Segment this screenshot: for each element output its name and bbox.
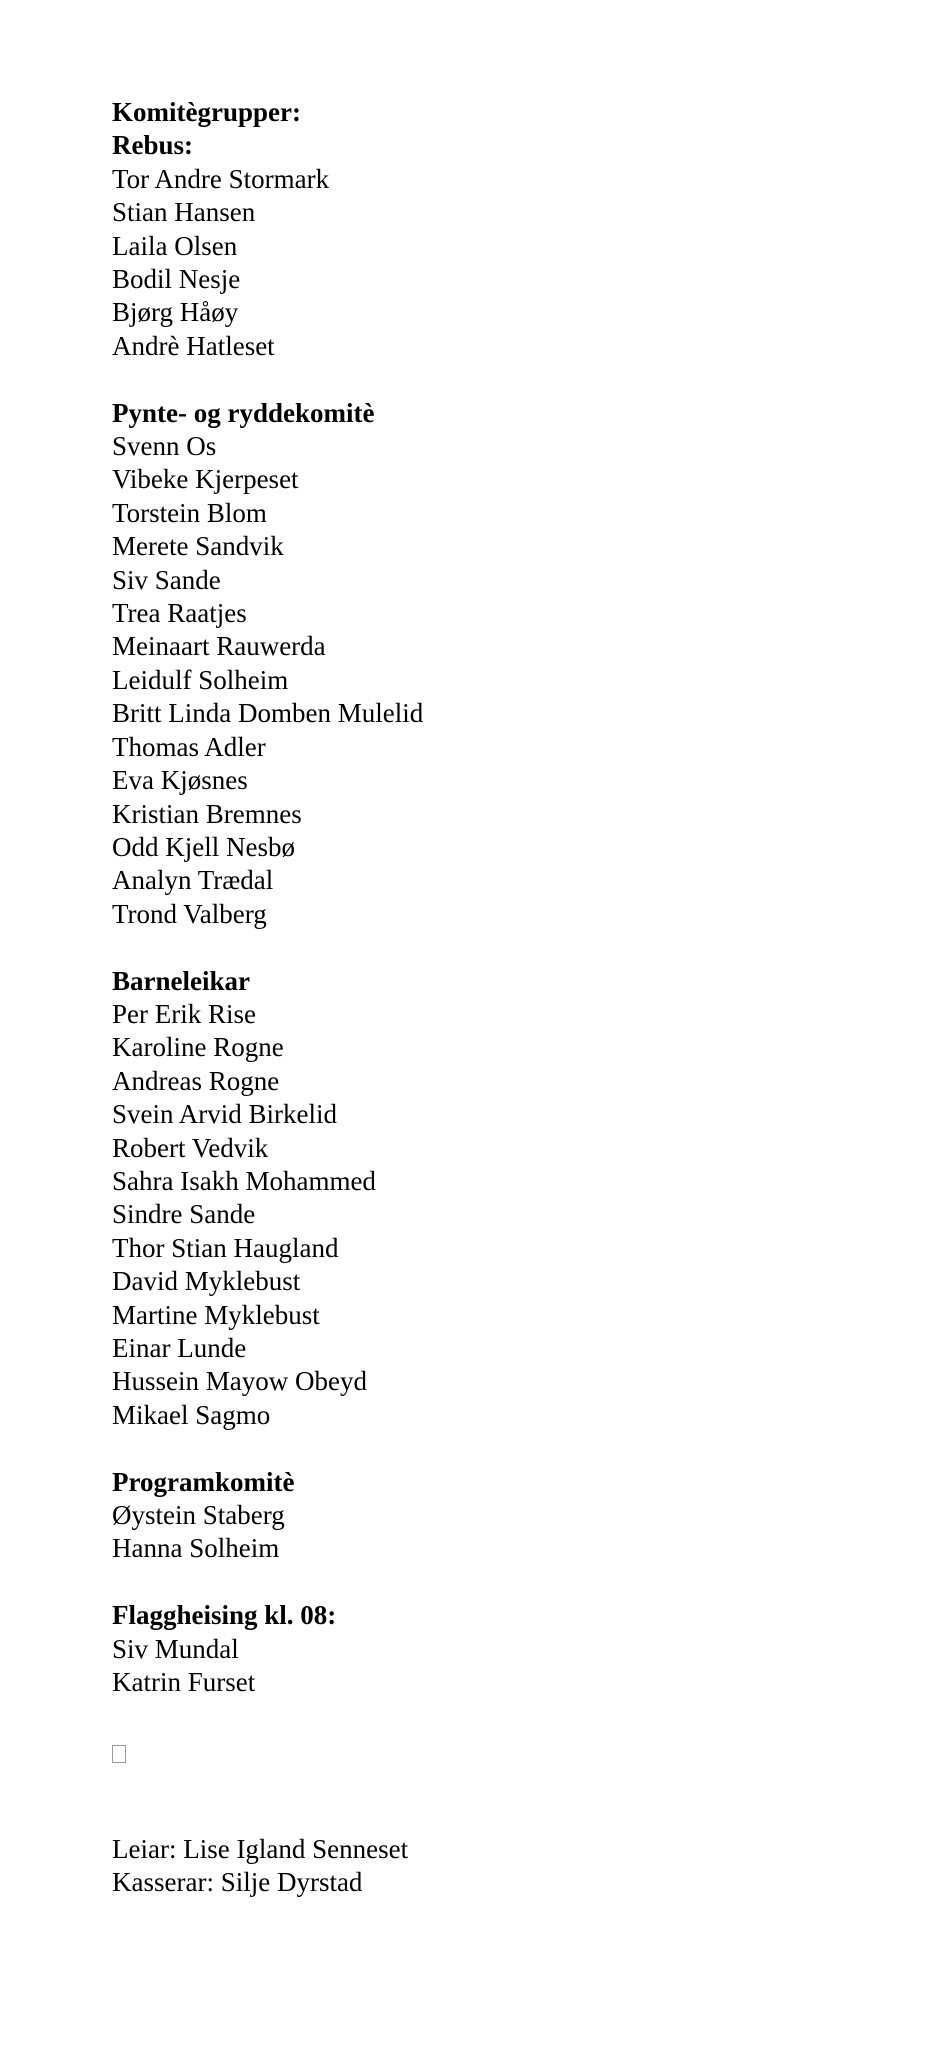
- member-name: Sahra Isakh Mohammed: [112, 1165, 376, 1196]
- member-name: Bjørg Håøy: [112, 297, 239, 328]
- member-name: Odd Kjell Nesbø: [112, 831, 295, 862]
- document-body: [112, 96, 423, 1900]
- member-name: Svenn Os: [112, 431, 217, 462]
- committee-group: [112, 129, 423, 363]
- member-name: Karoline Rogne: [112, 1032, 284, 1063]
- member-name: Laila Olsen: [112, 230, 238, 261]
- spacer: [112, 931, 423, 964]
- member-name: Siv Mundal: [112, 1633, 239, 1664]
- member-name: Per Erik Rise: [112, 998, 256, 1029]
- member-name: Svein Arvid Birkelid: [112, 1099, 337, 1130]
- member-name: Mikael Sagmo: [112, 1399, 271, 1430]
- spacer: [112, 1800, 423, 1833]
- placeholder-line: [112, 1733, 423, 1766]
- member-name: Trond Valberg: [112, 898, 267, 929]
- group-heading: Barneleikar: [112, 965, 250, 996]
- group-heading: Programkomitè: [112, 1466, 295, 1497]
- committee-group: [112, 965, 423, 1433]
- document-title: Komitègrupper:: [112, 97, 301, 127]
- member-name: Øystein Staberg: [112, 1500, 285, 1531]
- missing-image-icon: [112, 1745, 126, 1763]
- leader-line: Leiar: Lise Igland Senneset: [112, 1834, 409, 1865]
- member-name: Hanna Solheim: [112, 1533, 280, 1564]
- member-name: Trea Raatjes: [112, 598, 247, 629]
- spacer: [112, 1766, 423, 1799]
- group-heading: Rebus:: [112, 130, 194, 161]
- member-name: Thor Stian Haugland: [112, 1232, 339, 1263]
- member-name: Hussein Mayow Obeyd: [112, 1366, 367, 1397]
- member-name: Einar Lunde: [112, 1333, 247, 1363]
- member-name: Martine Myklebust: [112, 1299, 320, 1330]
- member-name: Eva Kjøsnes: [112, 765, 248, 796]
- member-name: Thomas Adler: [112, 731, 266, 762]
- member-name: Vibeke Kjerpeset: [112, 464, 299, 495]
- member-name: David Myklebust: [112, 1266, 301, 1297]
- committee-group: [112, 1599, 423, 1699]
- committee-group: [112, 397, 423, 932]
- member-name: Bodil Nesje: [112, 264, 241, 295]
- member-name: Siv Sande: [112, 564, 221, 595]
- member-name: Robert Vedvik: [112, 1132, 269, 1163]
- member-name: Merete Sandvik: [112, 531, 284, 562]
- member-name: Meinaart Rauwerda: [112, 631, 326, 662]
- member-name: Katrin Furset: [112, 1667, 256, 1698]
- group-heading: Pynte- og ryddekomitè: [112, 397, 375, 428]
- spacer: [112, 1699, 423, 1732]
- member-name: Andrè Hatleset: [112, 330, 275, 361]
- member-name: Sindre Sande: [112, 1199, 256, 1230]
- member-name: Leidulf Solheim: [112, 664, 289, 695]
- member-name: Kristian Bremnes: [112, 798, 302, 829]
- group-heading: Flaggheising kl. 08:: [112, 1600, 337, 1631]
- spacer: [112, 1432, 423, 1465]
- committee-groups: [112, 129, 423, 1699]
- treasurer-line: Kasserar: Silje Dyrstad: [112, 1867, 363, 1898]
- member-name: Analyn Trædal: [112, 865, 274, 896]
- spacer: [112, 363, 423, 396]
- member-name: Tor Andre Stormark: [112, 163, 330, 194]
- member-name: Stian Hansen: [112, 197, 256, 228]
- member-name: Andreas Rogne: [112, 1065, 280, 1096]
- member-name: Torstein Blom: [112, 497, 267, 528]
- member-name: Britt Linda Domben Mulelid: [112, 698, 424, 729]
- spacer: [112, 1566, 423, 1599]
- committee-group: [112, 1466, 423, 1566]
